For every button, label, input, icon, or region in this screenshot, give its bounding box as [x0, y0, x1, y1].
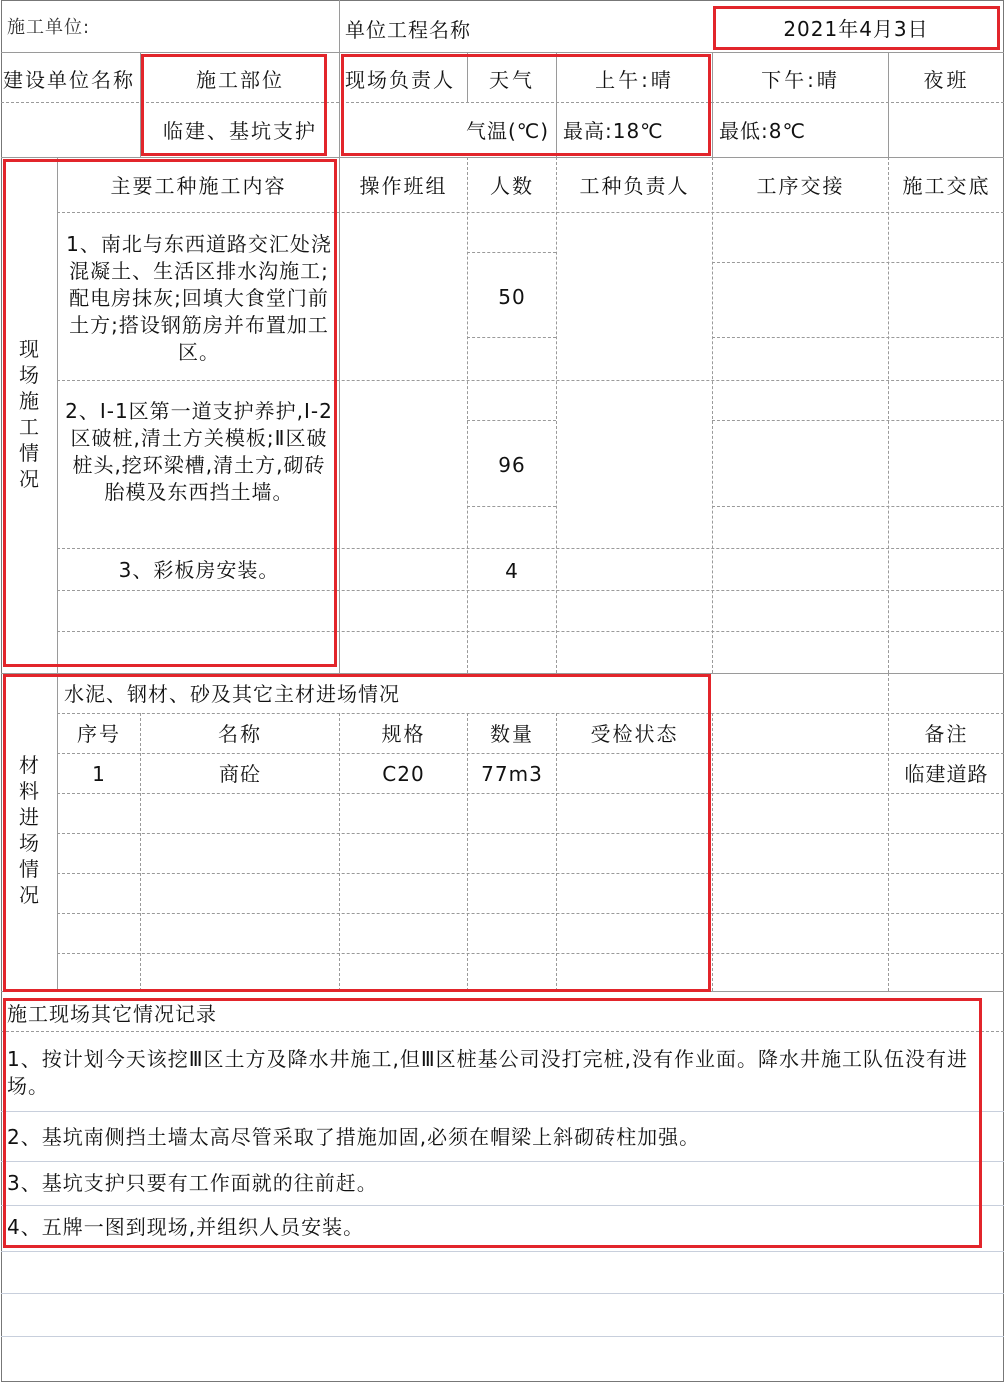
weather-highlight-box: [341, 54, 711, 156]
grid-line: [712, 262, 1004, 263]
materials-section-label: 材料进场情况: [19, 753, 39, 907]
site-section-label: 现场施工情况: [19, 337, 39, 491]
site-item-content: 1、南北与东西道路交汇处浇混凝土、生活区排水沟施工;配电房抹灰;回填大食堂门前土方;搭设钢筋房并布置加工区。: [66, 232, 332, 364]
col-serial: 序号: [77, 722, 121, 746]
other-note: 3、基坑支护只要有工作面就的往前赶。: [7, 1171, 378, 1195]
construction-part-label: 施工部位: [196, 68, 284, 92]
grid-line: [339, 157, 340, 673]
other-note: 2、基坑南侧挡土墙太高尽管采取了措施加固,必须在帽梁上斜砌砖柱加强。: [7, 1125, 701, 1149]
grid-line: [467, 337, 556, 338]
afternoon-weather: 下午:晴: [761, 68, 840, 92]
site-item-count: 96: [498, 453, 526, 477]
material-remark: 临建道路: [904, 762, 989, 786]
grid-line: [712, 337, 1004, 338]
site-item-count: 50: [498, 285, 526, 309]
col-inspection-status: 受检状态: [590, 722, 679, 746]
grid-line: [1, 52, 1004, 53]
grid-line: [339, 52, 340, 157]
temp-high: 最高:18℃: [563, 119, 664, 143]
construction-part-value: 临建、基坑支护: [163, 119, 317, 143]
materials-title: 水泥、钢材、砂及其它主材进场情况: [64, 682, 400, 706]
grid-line: [888, 673, 889, 991]
grid-line: [556, 157, 557, 673]
temperature-label: 气温(℃): [466, 119, 550, 143]
material-name: 商砼: [219, 762, 261, 786]
grid-line: [467, 420, 556, 421]
weather-label: 天气: [489, 68, 535, 92]
other-note: 1、按计划今天该挖Ⅲ区土方及降水井施工,但Ⅲ区桩基公司没打完桩,没有作业面。降水井施工队伍没有进场。: [7, 1047, 969, 1098]
col-trade-leader: 工种负责人: [579, 174, 690, 198]
other-note: 4、五牌一图到现场,并组织人员安装。: [7, 1215, 365, 1239]
grid-line: [712, 52, 713, 157]
site-highlight-box: [3, 159, 337, 667]
col-name: 名称: [218, 722, 262, 746]
grid-line: [467, 157, 468, 673]
grid-line: [712, 420, 1004, 421]
col-headcount: 人数: [490, 174, 534, 198]
site-item-count: 4: [505, 559, 519, 583]
report-date: 2021年4月3日: [783, 17, 929, 41]
grid-line: [888, 52, 889, 157]
grid-line: [467, 252, 556, 253]
grid-line: [1, 157, 1004, 158]
col-handover: 工序交接: [756, 174, 845, 198]
site-item-content: 2、Ⅰ-1区第一道支护养护,Ⅰ-2区破桩,清土方关模板;Ⅱ区破桩头,挖环梁槽,清土方,砌砖胎模及东西挡土墙。: [65, 399, 333, 504]
date-highlight-box: [713, 6, 1000, 50]
project-name-label: 单位工程名称: [345, 18, 471, 42]
site-manager-label: 现场负责人: [345, 68, 455, 92]
grid-line: [1, 1251, 1004, 1252]
material-no: 1: [92, 762, 106, 786]
col-spec: 规格: [381, 722, 426, 746]
col-quantity: 数量: [490, 722, 534, 746]
night-shift-label: 夜班: [923, 68, 970, 92]
materials-highlight-box: [3, 674, 711, 992]
grid-line: [712, 713, 713, 991]
grid-line: [1, 1293, 1004, 1294]
owner-unit-label: 建设单位名称: [3, 68, 135, 92]
grid-line: [712, 157, 713, 673]
grid-line: [339, 0, 340, 52]
other-records-highlight-box: [3, 998, 982, 1248]
col-remark: 备注: [924, 722, 969, 746]
col-main-content: 主要工种施工内容: [110, 174, 287, 198]
other-records-title: 施工现场其它情况记录: [7, 1002, 217, 1026]
construction-part-highlight-box: [141, 54, 327, 156]
grid-line: [888, 157, 889, 673]
grid-line: [1, 1336, 1004, 1337]
material-qty: 77m3: [481, 762, 543, 786]
morning-weather: 上午:晴: [595, 68, 674, 92]
construction-unit-label: 施工单位:: [7, 17, 91, 38]
site-item-content: 3、彩板房安装。: [118, 558, 280, 582]
col-operation-team: 操作班组: [359, 174, 448, 198]
grid-line: [712, 506, 1004, 507]
col-briefing: 施工交底: [902, 174, 991, 198]
grid-line: [467, 506, 556, 507]
temp-low: 最低:8℃: [719, 119, 806, 143]
material-spec: C20: [382, 762, 425, 786]
